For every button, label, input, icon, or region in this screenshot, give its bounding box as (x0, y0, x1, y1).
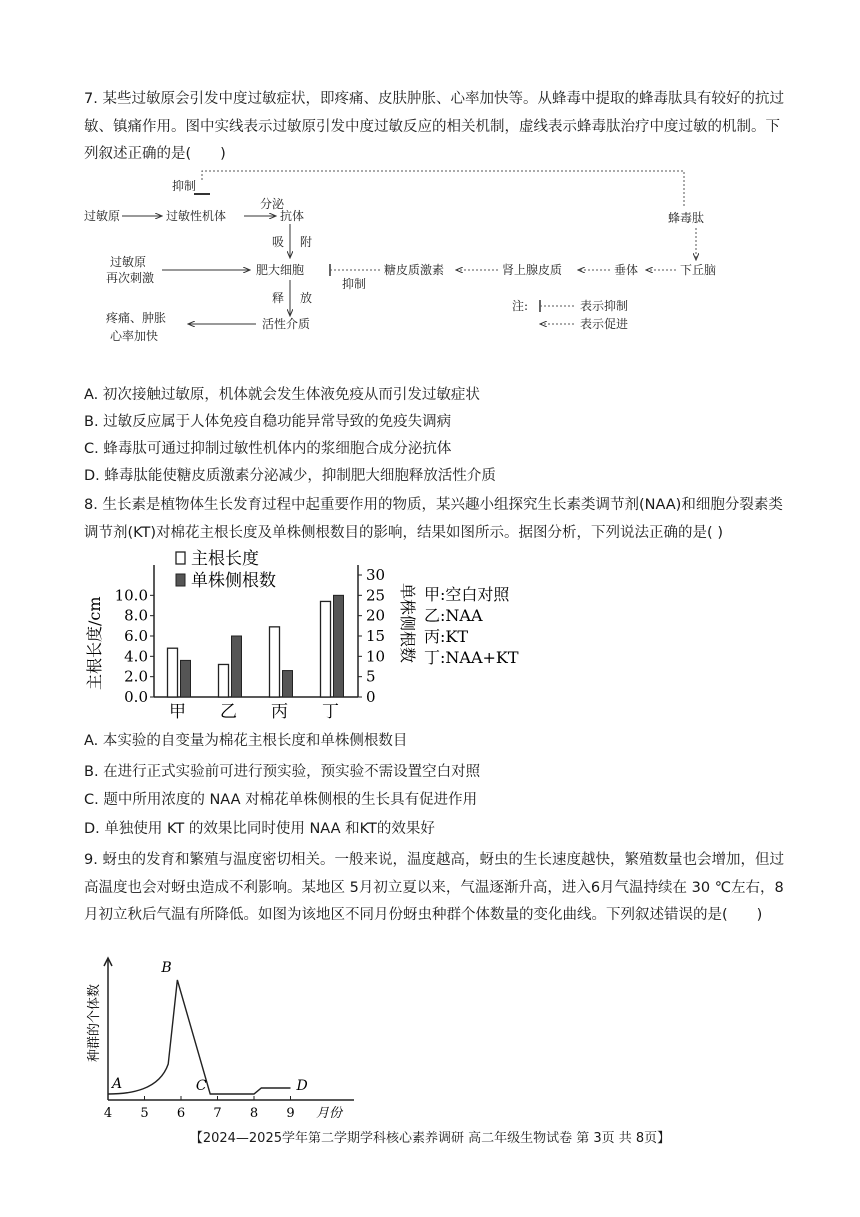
q8-option-d: D. 单独使用 KT 的效果比同时使用 NAA 和KT的效果好 (84, 821, 435, 837)
question-8-text: 8. 生长素是植物体生长发育过程中起重要作用的物质，某兴趣小组探究生长素类调节剂(NAA)和细胞分裂素类调节剂(KT)对棉花主根长度及单株侧根数目的影响，结果如图所示。据图分析，下列说法正确的是( ) (84, 497, 783, 541)
node-symptom-1: 疼痛、肿胀 (106, 311, 167, 325)
node-melittin: 蜂毒肽 (668, 211, 705, 225)
right-tick-label: 30 (366, 566, 386, 584)
y-axis-label: 种群的个体数 (87, 983, 102, 1062)
label-release-2: 放 (300, 291, 313, 305)
point-label-b: B (161, 960, 172, 976)
treatment-annotation: 乙:NAA (424, 606, 483, 625)
q7-option-c: C. 蜂毒肽可通过抑制过敏性机体内的浆细胞合成分泌抗体 (84, 441, 452, 457)
q8-option-c: C. 题中所用浓度的 NAA 对棉花单株侧根的生长具有促进作用 (84, 792, 478, 808)
bar-main-root-length (168, 648, 178, 697)
node-hypothalamus: 下丘脑 (680, 263, 717, 277)
left-tick-label: 2.0 (124, 667, 148, 686)
node-mast-cell: 肥大细胞 (256, 263, 305, 277)
label-inhibit-mid: 抑制 (342, 277, 367, 291)
node-pituitary: 垂体 (614, 263, 639, 277)
left-tick-label: 4.0 (124, 647, 148, 666)
aphid-population-chart (84, 950, 364, 1128)
label-adsorb-1: 吸 (272, 235, 285, 249)
legend-swatch-lateral (176, 574, 185, 586)
right-tick-label: 25 (366, 586, 386, 605)
left-tick-label: 8.0 (124, 606, 148, 625)
right-tick-label: 0 (366, 688, 376, 706)
bar-lateral-root-count (181, 660, 191, 697)
question-9-text: 9. 蚜虫的发育和繁殖与温度密切相关。一般来说，温度越高，蚜虫的生长速度越快，繁殖数量也会增加，但过高温度也会对蚜虫造成不利影响。某地区 5月初立夏以来，气温逐渐升高，进入6月气温持续在 30 ℃左右，8月初立秋后气温有所降低。如图为该地区不同月份蚜虫种群个体数量的变化曲线。下列叙述错误的是( ) (84, 852, 784, 923)
bar-main-root-length (270, 627, 280, 697)
q7-option-d: D. 蜂毒肽能使糖皮质激素分泌减少，抑制肥大细胞释放活性介质 (84, 468, 496, 484)
note-promote: 表示促进 (580, 317, 629, 331)
x-tick-label: 5 (140, 1106, 149, 1121)
label-release-1: 释 (272, 291, 285, 305)
right-tick-label: 15 (366, 627, 386, 645)
point-label-d: D (296, 1078, 308, 1094)
x-axis-label: 月份 (316, 1106, 343, 1121)
node-allergen-again-1: 过敏原 (110, 255, 147, 269)
q7-option-b: B. 过敏反应属于人体免疫自稳功能异常导致的免疫失调病 (84, 414, 452, 430)
bar-lateral-root-count (334, 595, 344, 697)
y-axis-label: 主根长度/cm (85, 596, 104, 690)
right-tick-label: 10 (366, 647, 386, 666)
q8-option-a: A. 本实验的自变量为棉花主根长度和单株侧根数目 (84, 733, 408, 749)
x-tick-label: 甲 (169, 702, 186, 720)
x-tick-label: 乙 (220, 702, 237, 720)
left-tick-label: 0.0 (124, 688, 148, 706)
allergy-mechanism-diagram (84, 168, 744, 350)
node-allergen-again-2: 再次刺激 (106, 271, 155, 285)
q7-option-a: A. 初次接触过敏原，机体就会发生体液免疫从而引发过敏症状 (84, 387, 480, 403)
x-tick-label: 8 (249, 1106, 259, 1121)
treatment-annotation: 丁:NAA+KT (424, 648, 519, 667)
legend-label-main: 主根长度 (191, 549, 259, 569)
node-active-mediator: 活性介质 (262, 317, 311, 331)
right-tick-label: 5 (366, 667, 376, 686)
bar-lateral-root-count (283, 671, 293, 697)
point-label-c: C (195, 1078, 207, 1094)
root-bar-chart (84, 545, 554, 720)
population-curve (108, 980, 291, 1094)
x-tick-label: 9 (286, 1106, 295, 1121)
label-adsorb-2: 附 (300, 235, 313, 249)
node-antibody: 抗体 (280, 209, 305, 223)
node-allergic-body: 过敏性机体 (166, 209, 227, 223)
bar-lateral-root-count (232, 636, 242, 697)
point-label-a: A (112, 1076, 123, 1092)
y-axis-label-right: 单株侧根数 (398, 583, 417, 664)
bar-main-root-length (219, 664, 229, 697)
x-tick-label: 6 (176, 1106, 186, 1121)
note-inhibit: 表示抑制 (580, 299, 629, 313)
left-tick-label: 6.0 (124, 627, 148, 645)
note-label: 注: (512, 299, 529, 313)
legend-label-lateral: 单株侧根数 (191, 571, 276, 591)
q8-option-b: B. 在进行正式实验前可进行预实验，预实验不需设置空白对照 (84, 764, 481, 780)
question-7-text: 7. 某些过敏原会引发中度过敏症状，即疼痛、皮肤肿胀、心率加快等。从蜂毒中提取的蜂毒肽具有较好的抗过敏、镇痛作用。图中实线表示过敏原引发中度过敏反应的相关机制，虚线表示蜂毒肽治疗中度过敏的机制。下列叙述正确的是( ) (84, 91, 784, 162)
bar-main-root-length (321, 601, 331, 697)
label-secrete: 分泌 (260, 197, 285, 211)
x-tick-label: 4 (103, 1106, 113, 1121)
treatment-annotation: 丙:KT (424, 627, 469, 646)
node-glucocorticoid: 糖皮质激素 (384, 263, 445, 277)
right-tick-label: 20 (366, 606, 386, 625)
node-allergen: 过敏原 (84, 209, 121, 223)
page-footer: 【2024—2025学年第二学期学科核心素养调研 高二年级生物试卷 第 3页 共 8页】 (189, 1131, 671, 1146)
x-tick-label: 丙 (271, 702, 288, 720)
treatment-annotation: 甲:空白对照 (424, 585, 510, 604)
legend-swatch-main (176, 552, 185, 564)
x-tick-label: 7 (213, 1106, 222, 1121)
node-symptom-2: 心率加快 (110, 329, 159, 343)
left-tick-label: 10.0 (114, 586, 148, 605)
x-tick-label: 丁 (322, 702, 339, 720)
node-adrenal-cortex: 肾上腺皮质 (502, 263, 563, 277)
label-inhibit-top: 抑制 (172, 179, 197, 193)
